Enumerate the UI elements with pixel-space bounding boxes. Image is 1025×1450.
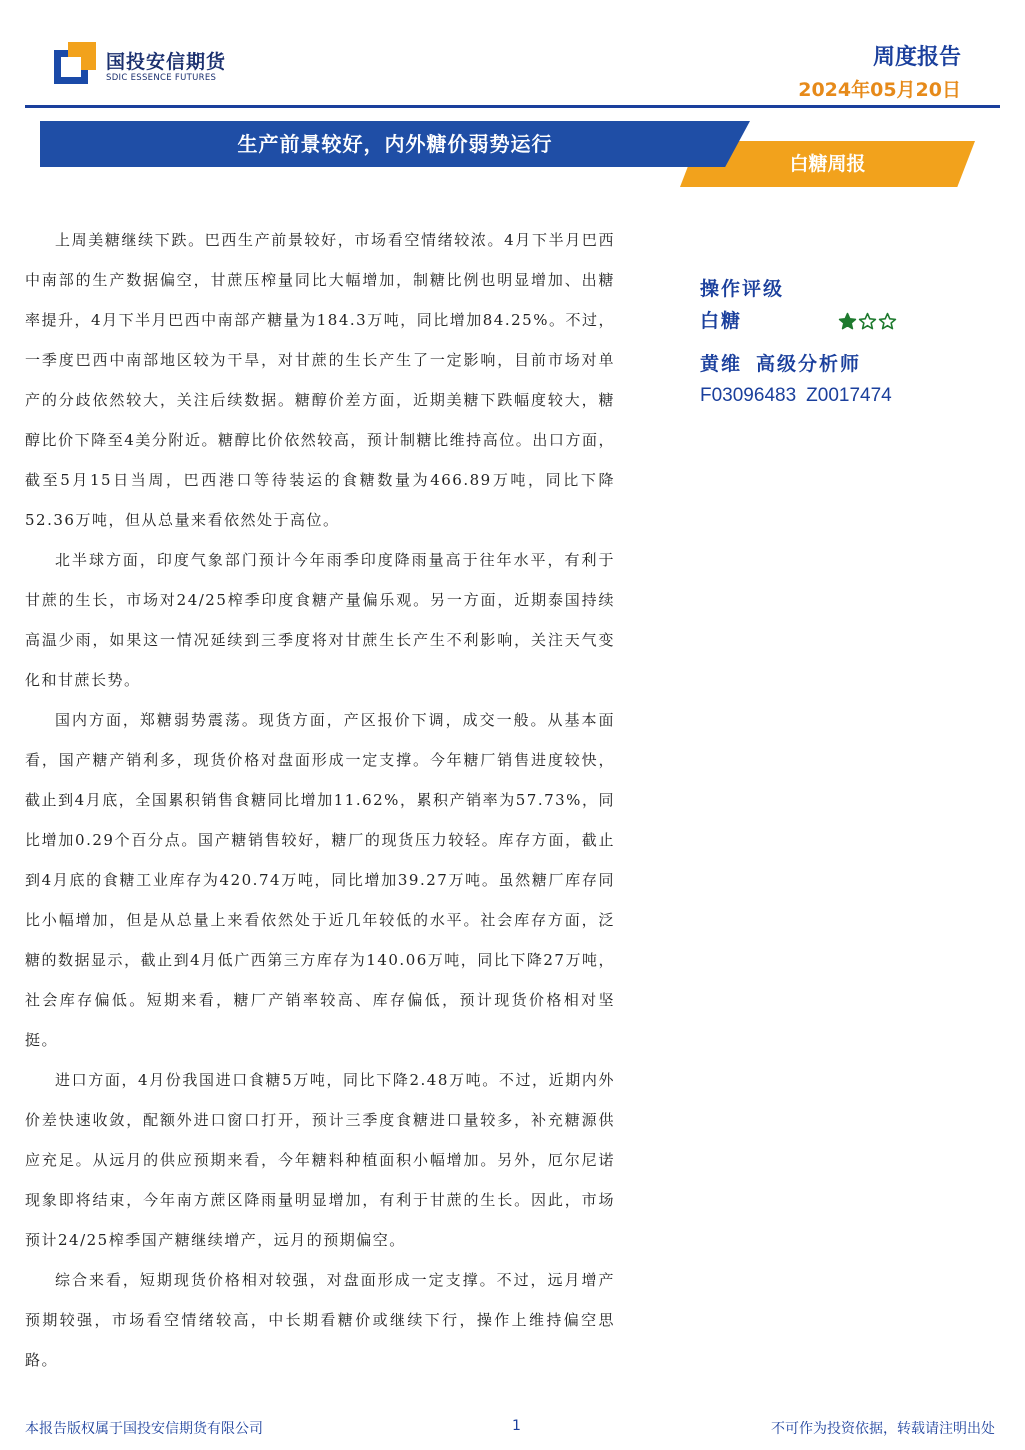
report-body (25, 220, 615, 1380)
header-divider (25, 105, 1000, 108)
star-outline-icon (878, 312, 897, 331)
report-tag: 白糖周报 (789, 153, 866, 175)
analyst-name: 黄维 (700, 353, 743, 375)
analyst-certificates (700, 380, 1000, 412)
logo-text-en: SDIC ESSENCE FUTURES (106, 73, 217, 83)
certificate-number: Z0017474 (806, 385, 892, 406)
report-date: 2024年05月20日 (798, 79, 961, 101)
page-number: 1 (512, 1418, 521, 1434)
body-paragraph: 综合来看，短期现货价格相对较强，对盘面形成一定支撑。不过，远月增产预期较强，市场看空情绪较高，中长期看糖价或继续下行，操作上维持偏空思路。 (25, 1271, 615, 1369)
rating-stars (838, 305, 897, 337)
certificate-number: F03096483 (700, 385, 797, 406)
company-logo (54, 42, 244, 88)
analyst-title: 高级分析师 (756, 353, 862, 375)
report-title: 生产前景较好，内外糖价弱势运行 (237, 132, 553, 156)
report-type: 周度报告 (872, 45, 961, 70)
body-paragraph: 北半球方面，印度气象部门预计今年雨季印度降雨量高于往年水平，有利于甘蔗的生长，市场对24/25榨季印度食糖产量偏乐观。另一方面，近期泰国持续高温少雨，如果这一情况延续到三季度将对甘蔗生长产生不利影响，关注天气变化和甘蔗长势。 (25, 551, 615, 689)
footer-copyright: 本报告版权属于国投安信期货有限公司 (25, 1421, 263, 1437)
footer-disclaimer: 不可作为投资依据，转载请注明出处 (771, 1421, 995, 1437)
rating-heading: 操作评级 (700, 278, 785, 300)
sidebar (700, 273, 1000, 412)
logo-text-cn: 国投安信期货 (106, 51, 227, 73)
logo-mark-icon (54, 42, 98, 86)
star-filled-icon (838, 312, 857, 331)
body-paragraph: 上周美糖继续下跌。巴西生产前景较好，市场看空情绪较浓。4月下半月巴西中南部的生产数据偏空，甘蔗压榨量同比大幅增加，制糖比例也明显增加、出糖率提升，4月下半月巴西中南部产糖量为184.3万吨，同比增加84.25%。不过，一季度巴西中南部地区较为干旱，对甘蔗的生长产生了一定影响，目前市场对单产的分歧依然较大，关注后续数据。糖醇价差方面，近期美糖下跌幅度较大，糖醇比价下降至4美分附近。糖醇比价依然较高，预计制糖比维持高位。出口方面，截至5月15日当周，巴西港口等待装运的食糖数量为466.89万吨，同比下降52.36万吨，但从总量来看依然处于高位。 (25, 231, 615, 529)
star-outline-icon (858, 312, 877, 331)
rating-product: 白糖 (700, 310, 743, 332)
body-paragraph: 国内方面，郑糖弱势震荡。现货方面，产区报价下调，成交一般。从基本面看，国产糖产销利多，现货价格对盘面形成一定支撑。今年糖厂销售进度较快，截止到4月底，全国累积销售食糖同比增加11.62%，累积产销率为57.73%，同比增加0.29个百分点。国产糖销售较好，糖厂的现货压力较轻。库存方面，截止到4月底的食糖工业库存为420.74万吨，同比增加39.27万吨。虽然糖厂库存同比小幅增加，但是从总量上来看依然处于近几年较低的水平。社会库存方面，泛糖的数据显示，截止到4月低广西第三方库存为140.06万吨，同比下降27万吨，社会库存偏低。短期来看，糖厂产销率较高、库存偏低，预计现货价格相对坚挺。 (25, 711, 615, 1049)
rating-row (700, 305, 1000, 337)
body-paragraph: 进口方面，4月份我国进口食糖5万吨，同比下降2.48万吨。不过，近期内外价差快速收敛，配额外进口窗口打开，预计三季度食糖进口量较多，补充糖源供应充足。从远月的供应预期来看，今年糖料种植面积小幅增加。另外，厄尔尼诺现象即将结束，今年南方蔗区降雨量明显增加，有利于甘蔗的生长。因此，市场预计24/25榨季国产糖继续增产，远月的预期偏空。 (25, 1071, 615, 1249)
analyst-info (700, 348, 1000, 380)
